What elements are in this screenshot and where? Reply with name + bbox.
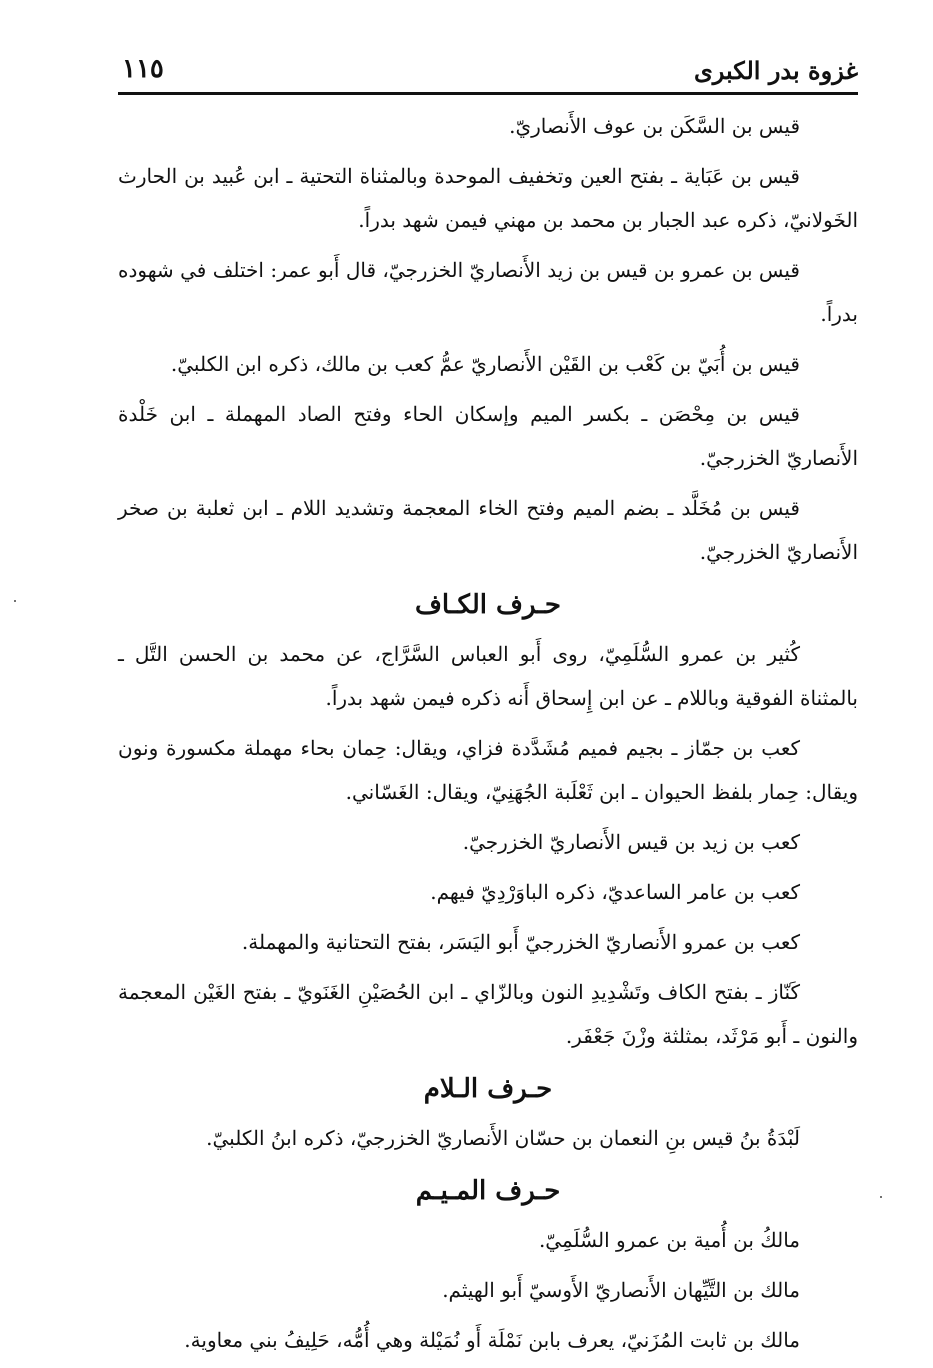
entry-kannaz: كَنّاز ـ بفتح الكاف وتَشْدِيدِ النون وبالزّاي ـ ابن الحُصَيْنِ الغَنَويّ ـ بفتح الغَيْن المعجمة والنون ـ أَبو مَرْثَد، بمثلثة وزْنَ جَعْفَر. xyxy=(118,980,858,1048)
running-title: غزوة بدر الكبرى xyxy=(693,56,858,85)
entry-malik-umayya: مالكُ بن أُمية بن عمرو السُّلَمِيّ. xyxy=(538,1228,800,1252)
entry-qays-mihsan: قيس بن مِحْصَن ـ بكسر الميم وإسكان الحاء وفتح الصاد المهملة ـ ابن خَلْدة الأَنصاريّ الخزرجيّ. xyxy=(118,402,858,470)
entry-kab-amir: كعب بن عامر الساعديّ، ذكره الباوَرْدِيّ فيهم. xyxy=(430,880,800,904)
page-body xyxy=(118,104,858,1368)
entry-kab-jammaz: كعب بن جمّاز ـ بجيم فميم مُشَدَّدة فزاي، ويقال: حِمان بحاء مهملة مكسورة ونون ويقال: حِمار بلفظ الحيوان ـ ابن ثَعْلَبة الجُهَنِيّ، ويقال: الغَسّاني. xyxy=(118,736,858,804)
entry-qays-ubayy: قيس بن أُبَيّ بن كَعْب بن القَيْن الأَنصاريّ عمُّ كعب بن مالك، ذكره ابن الكلبيّ. xyxy=(170,352,800,376)
entry-kuthayr: كُثير بن عمرو السُّلَمِيّ، روى أَبو العباس السَّرَّاج، عن محمد بن الحسن التَّل ـ بالمثناة الفوقية وباللام ـ عن ابن إِسحاق أَنه ذكره فيمن شهد بدراً. xyxy=(118,642,858,710)
entry-qays-mukhallad: قيس بن مُخَلَّد ـ بضم الميم وفتح الخاء المعجمة وتشديد اللام ـ ابن ثعلبة بن صخر الأَنصاريّ الخزرجيّ. xyxy=(118,496,858,564)
section-heading-mim: حـرف المـيـم xyxy=(415,1176,561,1206)
section-heading-kaf: حـرف الكـاف xyxy=(414,590,562,620)
entry-malik-thabit: مالك بن ثابت المُزَنيّ، يعرف بابن نَمْلَة أَو نُمَيْلة وهي أُمُّه، حَلِيفُ بني معاوية. xyxy=(184,1328,800,1352)
section-heading-lam: حـرف الـلام xyxy=(423,1074,553,1104)
entry-qays-sakan: قيس بن السَّكَن بن عوف الأَنصاريّ. xyxy=(509,114,800,138)
entry-kab-zayd: كعب بن زيد بن قيس الأَنصاريّ الخزرجيّ. xyxy=(462,830,800,854)
entry-qays-abaya: قيس بن عَبَاية ـ بفتح العين وتخفيف الموحدة وبالمثناة التحتية ـ ابن عُبيد بن الحارث الخَولانيّ، ذكره عبد الجبار بن محمد بن مهني فيمن شهد بدراً. xyxy=(118,164,858,232)
entry-qays-amr: قيس بن عمرو بن قيس بن زيد الأَنصاريّ الخزرجيّ، قال أَبو عمر: اختلف في شهوده بدراً. xyxy=(118,258,858,326)
entry-malik-tayyihan: مالك بن التَّيِّهان الأَنصاريّ الأَوسيّ أَبو الهيثم. xyxy=(442,1278,800,1302)
page-header xyxy=(118,52,858,95)
scan-speck xyxy=(880,1196,882,1198)
scan-speck xyxy=(14,600,16,602)
page-number: ١١٥ xyxy=(122,54,164,84)
entry-kab-amr: كعب بن عمرو الأَنصاريّ الخزرجيّ أَبو اليَسَر، بفتح التحتانية والمهملة. xyxy=(241,930,800,954)
entry-labda: لَبْدَةُ بنُ قيس بنِ النعمان بن حسّان الأَنصاريّ الخزرجيّ، ذكره ابنُ الكلبيّ. xyxy=(206,1126,800,1150)
